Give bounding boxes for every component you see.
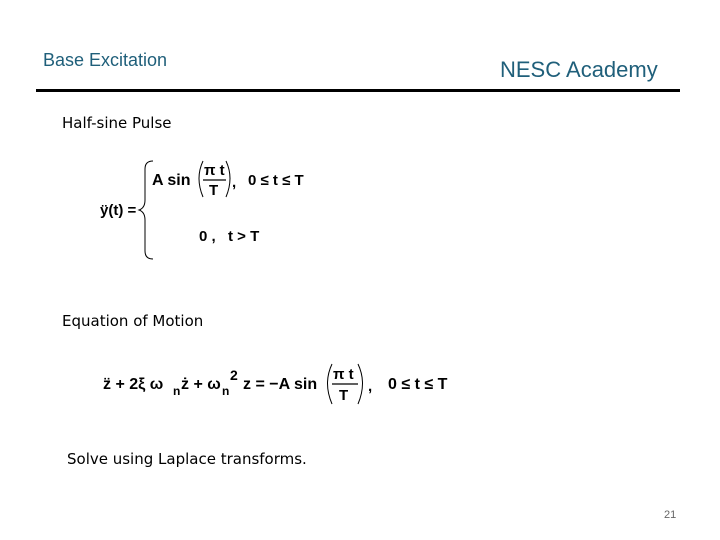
equation-half-sine-pulse [95, 155, 325, 265]
slide-section-title: Base Excitation [43, 50, 168, 70]
eq2-lhs-part2: ż + ω [181, 376, 221, 393]
eq1-paren-left [199, 161, 203, 197]
eq1-case2-expr: 0 , [199, 228, 216, 245]
equation-of-motion [100, 360, 470, 410]
academy-title: NESC Academy [500, 57, 658, 82]
eq2-num: π t [333, 366, 354, 383]
eq2-subscript-n2: n [222, 384, 230, 398]
eq1-lhs: ÿ(t) = [100, 202, 137, 219]
header-divider [36, 89, 680, 92]
eq2-paren-right [358, 364, 363, 404]
eq2-superscript-2: 2 [230, 367, 238, 383]
page-number: 21 [664, 509, 677, 521]
eq2-subscript-n1: n [173, 384, 181, 398]
eq1-case1-num: π t [204, 162, 225, 179]
eq2-paren-left [328, 364, 333, 404]
eq1-comma: , [232, 174, 237, 191]
eq1-case1-den: T [209, 182, 219, 199]
eq1-case2-cond: t > T [228, 228, 260, 245]
eq1-paren-right [226, 161, 230, 197]
eq1-case1-expr: A sin [152, 172, 191, 189]
eq2-lhs-part1: z̈ + 2ξ ω [103, 376, 164, 393]
eq2-cond: 0 ≤ t ≤ T [388, 376, 448, 393]
section-heading-equation-of-motion: Equation of Motion [62, 312, 204, 330]
section-heading-half-sine: Half-sine Pulse [62, 114, 172, 132]
piecewise-brace [139, 161, 153, 259]
solve-note: Solve using Laplace transforms. [67, 450, 307, 468]
eq2-lhs-part3: z = −A sin [243, 376, 318, 393]
eq2-den: T [339, 387, 349, 404]
eq1-case1-cond: 0 ≤ t ≤ T [248, 172, 304, 189]
eq2-comma: , [368, 378, 373, 395]
